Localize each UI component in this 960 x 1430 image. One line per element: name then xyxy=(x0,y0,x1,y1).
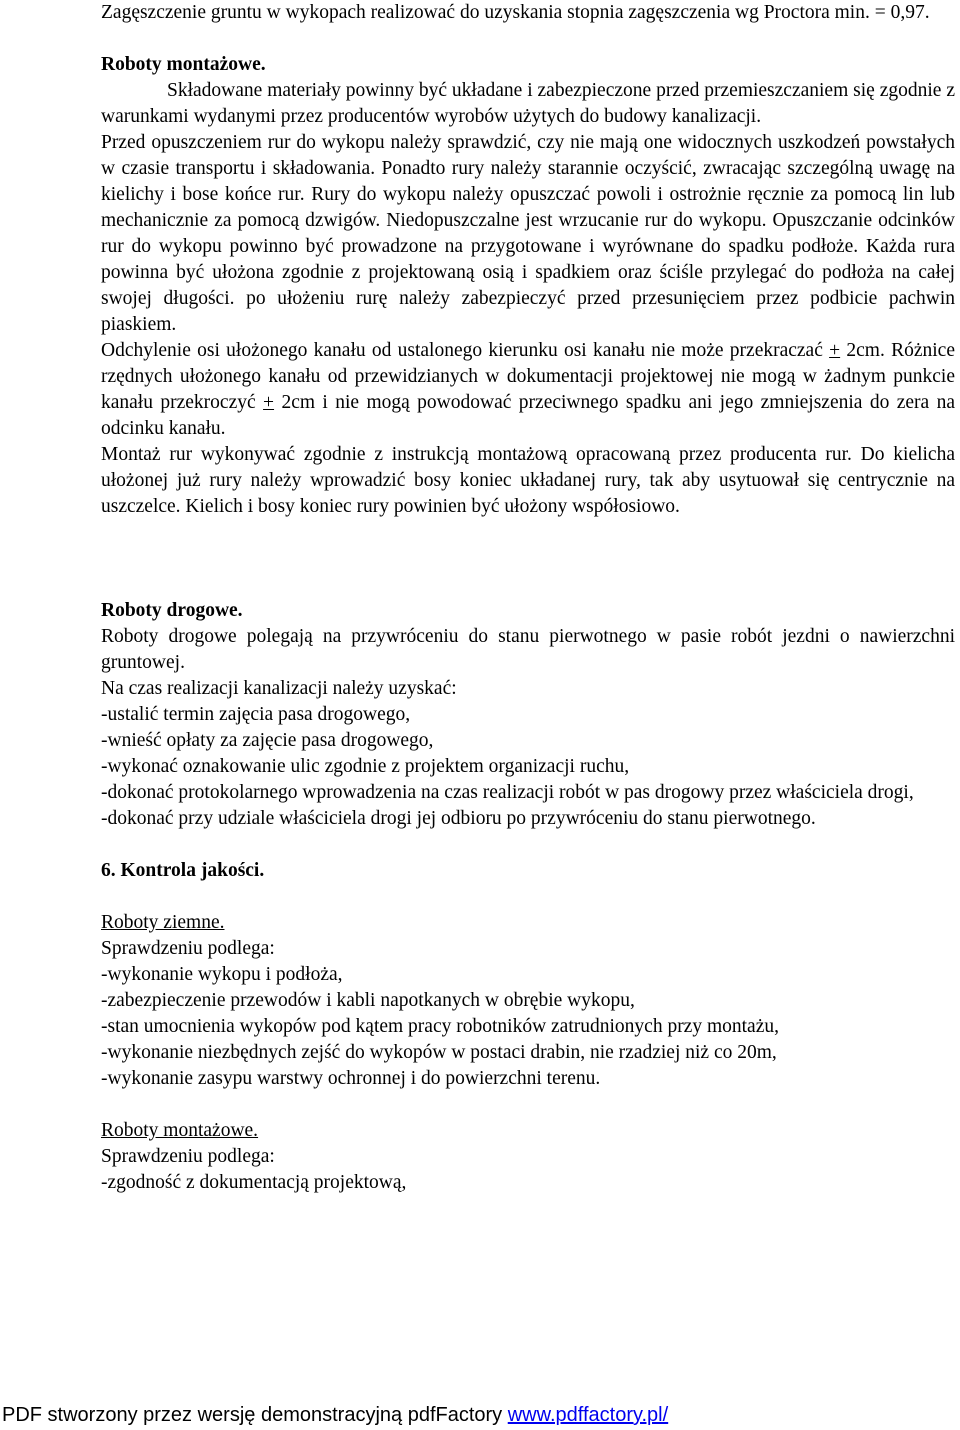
storage-paragraph: Składowane materiały powinny być układane i zabezpieczone przed przemieszczaniem się zgodnie z warunkami wydanymi przez producentów wyrobów użytych do budowy kanalizacji. xyxy=(101,80,955,127)
plus-minus-sign: + xyxy=(829,340,841,361)
list-item: -zabezpieczenie przewodów i kabli napotkanych w obrębie wykopu, xyxy=(101,990,635,1011)
installation-paragraph: Montaż rur wykonywać zgodnie z instrukcją montażową opracowaną przez producenta rur. Do kielicha ułożonej już rury należy wprowadzić bosy koniec układanej rury, tak aby usytuował się centrycznie na uszczelce. Kielich i bosy koniec rury powinien być ułożony współosiowo. xyxy=(101,444,955,517)
list-item: -dokonać protokolarnego wprowadzenia na czas realizacji robót w pas drogowy przez właściciela drogi, xyxy=(101,782,914,803)
list-item: -ustalić termin zajęcia pasa drogowego, xyxy=(101,704,411,725)
list-item: -wykonanie niezbędnych zejść do wykopów w postaci drabin, nie rzadziej niż co 20m, xyxy=(101,1042,777,1063)
deviation-text-a: Odchylenie osi ułożonego kanału od ustalonego kierunku osi kanału nie może przekraczać xyxy=(101,340,830,361)
spacer xyxy=(101,1092,955,1118)
road-list-intro: Na czas realizacji kanalizacji należy uzyskać: xyxy=(101,678,457,699)
spacer xyxy=(101,884,955,910)
section-heading-road: Roboty drogowe. xyxy=(101,600,243,621)
deviation-text-b: 2cm. Różnice rzędnych ułożonego kanału od przewidzianych w dokumentacji projektowej nie mogą w żadnym punkcie kanału przekroczyć xyxy=(101,340,955,413)
section-heading-assembly: Roboty montażowe. xyxy=(101,54,266,75)
spacer xyxy=(101,572,955,598)
footer-text: PDF stworzony przez wersję demonstracyjną pdfFactory xyxy=(2,1404,508,1426)
list-item: -zgodność z dokumentacją projektową, xyxy=(101,1172,407,1193)
list-item: -wykonanie wykopu i podłoża, xyxy=(101,964,343,985)
section-heading-quality: 6. Kontrola jakości. xyxy=(101,860,265,881)
spacer xyxy=(101,26,955,52)
plus-minus-sign: + xyxy=(263,392,275,413)
spacer xyxy=(101,520,955,572)
subheading-earthworks: Roboty ziemne. xyxy=(101,912,225,933)
pdffactory-link[interactable]: www.pdffactory.pl/ xyxy=(507,1404,669,1426)
deviation-text-c: 2cm i nie mogą powodować przeciwnego spadku ani jego zmniejszenia do zera na odcinku kanału. xyxy=(101,392,955,439)
road-works-paragraph: Roboty drogowe polegają na przywróceniu do stanu pierwotnego w pasie robót jezdni o nawierzchni gruntowej. xyxy=(101,626,955,673)
document-page xyxy=(101,0,955,1196)
pipe-lowering-paragraph: Przed opuszczeniem rur do wykopu należy sprawdzić, czy nie mają one widocznych uszkodzeń powstałych w czasie transportu i składowania. Ponadto rury należy starannie oczyścić, zwracając szczególną uwagę na kielichy i bose końce rur. Rury do wykopu należy opuszczać powoli i ostrożnie ręcznie za pomocą lin lub mechanicznie za pomocą dzwigów. Niedopuszczalne jest wrzucanie rur do wykopu. Opuszczanie odcinków rur do wykopu powinno być prowadzone na przygotowane i wyrównane do spadku podłoże. Każda rura powinna być ułożona zgodnie z projektowaną osią i spadkiem oraz ściśle przylegać do podłoża na całej swojej długości. po ułożeniu rurę należy zabezpieczyć przed przesunięciem przez podbicie pachwin piaskiem. xyxy=(101,132,955,335)
subheading-assembly-control: Roboty montażowe. xyxy=(101,1120,259,1141)
list-item: -dokonać przy udziale właściciela drogi jej odbioru po przywróceniu do stanu pierwotnego. xyxy=(101,808,816,829)
assembly-control-intro: Sprawdzeniu podlega: xyxy=(101,1146,275,1167)
compaction-paragraph: Zagęszczenie gruntu w wykopach realizować do uzyskania stopnia zagęszczenia wg Proctora min. = 0,97. xyxy=(101,2,930,23)
list-item: -stan umocnienia wykopów pod kątem pracy robotników zatrudnionych przy montażu, xyxy=(101,1016,779,1037)
earthworks-intro: Sprawdzeniu podlega: xyxy=(101,938,275,959)
list-item: -wnieść opłaty za zajęcie pasa drogowego, xyxy=(101,730,434,751)
deviation-paragraph xyxy=(101,338,955,442)
spacer xyxy=(101,832,955,858)
list-item: -wykonać oznakowanie ulic zgodnie z projektem organizacji ruchu, xyxy=(101,756,630,777)
list-item: -wykonanie zasypu warstwy ochronnej i do powierzchni terenu. xyxy=(101,1068,601,1089)
pdf-footer xyxy=(2,1401,668,1429)
